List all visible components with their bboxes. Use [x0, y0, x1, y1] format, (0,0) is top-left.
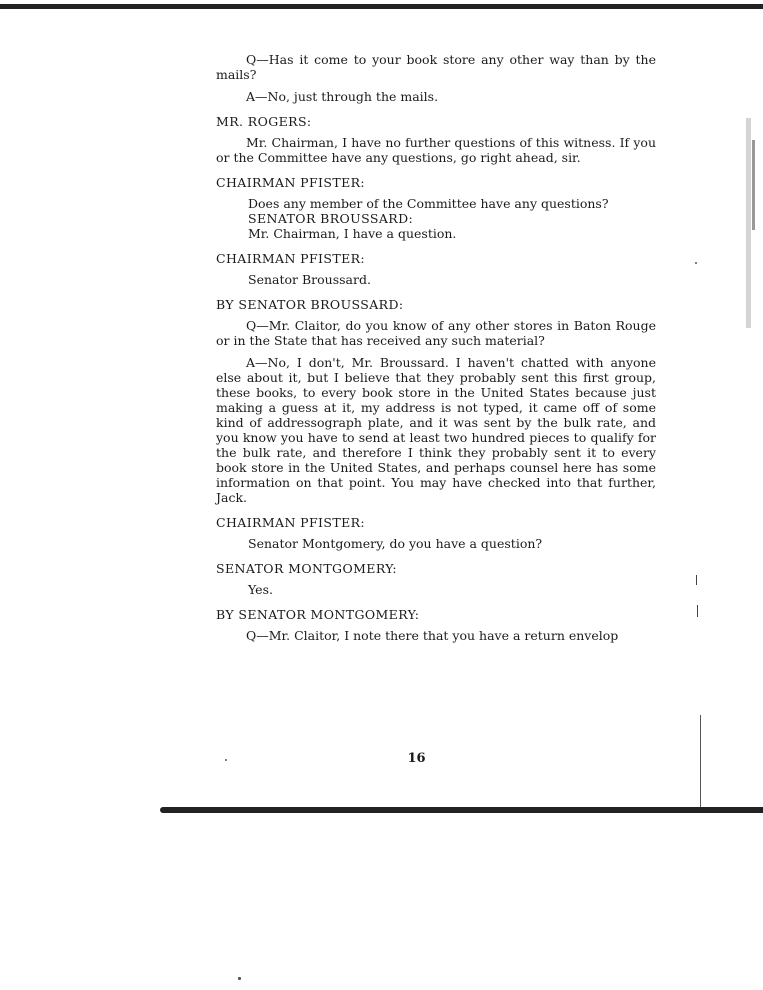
testimony-paragraph: Q—Has it come to your book store any other way than by the mails? [216, 52, 656, 82]
margin-mark [752, 140, 755, 230]
statement: Does any member of the Committee have any questions? [248, 196, 609, 211]
speaker-label: MR. ROGERS: [216, 114, 312, 129]
statement: Senator Broussard. [248, 272, 371, 287]
testimony-paragraph: Q—Mr. Claitor, I note there that you have a return envelop [246, 628, 619, 643]
speaker-label: CHAIRMAN PFISTER: [216, 175, 366, 190]
speaker-label: CHAIRMAN PFISTER: [216, 251, 366, 266]
speaker-label: SENATOR BROUSSARD: [248, 211, 414, 226]
margin-mark [696, 575, 697, 585]
speckle [238, 977, 241, 980]
statement: Mr. Chairman, I have a question. [248, 226, 457, 241]
testimony-paragraph: A—No, I don't, Mr. Broussard. I haven't chatted with anyone else about it, but I believe that they probably sent this first group, these books, to every book store in the United States because just making a guess at it, my address is not typed, it came off of some kind of addressograph plate, and it was sent by the bulk rate, and you know you have to send at least two hundred pieces to qualify for the bulk rate, and therefore I think they probably sent it to every book store in the United States, and perhaps counsel here has some information on that point. You may have checked into that further, Jack. [216, 355, 656, 505]
speaker-label: CHAIRMAN PFISTER: [216, 515, 366, 530]
scan-edge-top [0, 4, 763, 9]
margin-mark [746, 118, 751, 328]
scan-edge-bottom [160, 807, 763, 813]
speckle [695, 262, 697, 264]
testimony-paragraph: Q—Mr. Claitor, do you know of any other stores in Baton Rouge or in the State that has received any such material? [216, 318, 656, 348]
testimony-paragraph: Mr. Chairman, I have no further questions of this witness. If you or the Committee have any questions, go right ahead, sir. [216, 135, 656, 165]
speaker-label: BY SENATOR MONTGOMERY: [216, 607, 420, 622]
statement: Yes. [248, 582, 273, 597]
statement: Senator Montgomery, do you have a question? [248, 536, 543, 551]
speaker-label: SENATOR MONTGOMERY: [216, 561, 397, 576]
testimony-paragraph: A—No, just through the mails. [246, 89, 439, 104]
margin-mark [697, 605, 698, 617]
transcript-text [216, 52, 656, 650]
page-number: 16 [407, 751, 426, 766]
speaker-label: BY SENATOR BROUSSARD: [216, 297, 404, 312]
